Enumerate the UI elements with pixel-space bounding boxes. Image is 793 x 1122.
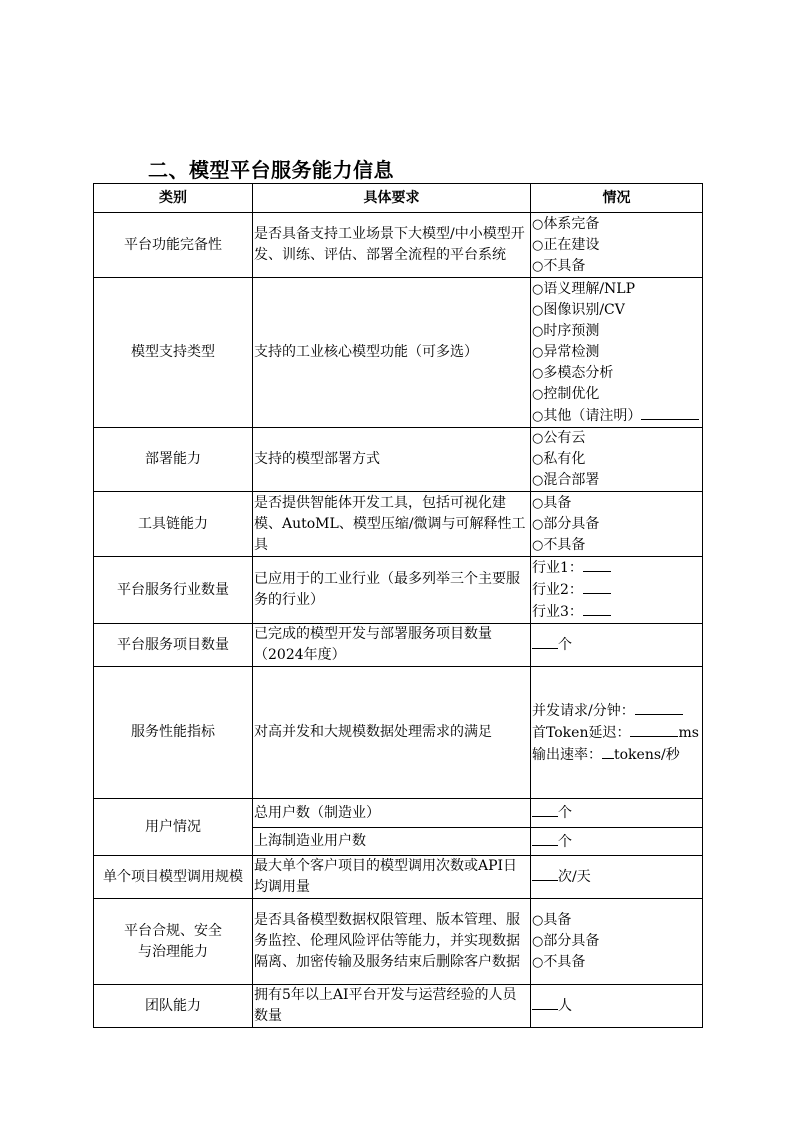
checkbox-option[interactable]: ○其他（请注明）: [532, 405, 701, 427]
radio-circle-icon: ○: [532, 431, 544, 446]
radio-circle-icon: ○: [532, 452, 544, 467]
radio-circle-icon: ○: [532, 495, 544, 511]
industry-blank[interactable]: [583, 557, 611, 572]
checkbox-option[interactable]: ○语义理解/NLP: [532, 280, 636, 297]
table-row: [94, 213, 703, 278]
total-users-blank[interactable]: [532, 802, 558, 817]
industry-field[interactable]: 行业3：: [532, 601, 701, 623]
table-row: [94, 667, 703, 799]
throughput-field[interactable]: 输出速率： tokens/秒: [532, 744, 701, 766]
industry-blank[interactable]: [583, 601, 611, 616]
radio-circle-icon: ○: [532, 408, 544, 424]
requirement-cell: 总用户数（制造业）: [253, 799, 531, 828]
project-count-blank[interactable]: [532, 634, 558, 649]
situation-cell: [531, 899, 703, 985]
situation-cell: 个: [531, 624, 703, 667]
team-count-blank[interactable]: [532, 995, 558, 1010]
concurrency-blank[interactable]: [635, 700, 683, 715]
checkbox-option[interactable]: ○时序预测: [532, 322, 600, 339]
situation-cell: [531, 428, 703, 492]
radio-circle-icon: ○: [532, 237, 544, 253]
requirement-cell: 已应用于的工业行业（最多列举三个主要服务的行业）: [253, 557, 531, 624]
requirement-cell: 支持的工业核心模型功能（可多选）: [253, 278, 531, 428]
situation-cell: 人: [531, 985, 703, 1028]
requirement-cell: 最大单个客户项目的模型调用次数或API日均调用量: [253, 856, 531, 899]
other-blank[interactable]: [641, 405, 699, 420]
table-row: [94, 557, 703, 624]
radio-circle-icon: ○: [532, 386, 544, 402]
radio-circle-icon: ○: [532, 302, 544, 318]
radio-circle-icon: ○: [532, 281, 544, 297]
checkbox-option[interactable]: ○异常检测: [532, 343, 600, 360]
radio-option[interactable]: ○部分具备: [532, 933, 600, 949]
requirement-cell: 是否具备支持工业场景下大模型/中小模型开发、训练、评估、部署全流程的平台系统: [253, 213, 531, 278]
radio-option[interactable]: ○不具备: [532, 257, 586, 274]
table-row: [94, 278, 703, 428]
radio-option[interactable]: ○体系完备: [532, 215, 600, 232]
radio-circle-icon: ○: [532, 323, 544, 339]
category-cell: 平台服务行业数量: [94, 557, 253, 624]
category-cell: 平台功能完备性: [94, 213, 253, 278]
situation-cell: [531, 667, 703, 799]
capability-table: [93, 183, 703, 1028]
category-cell: 部署能力: [94, 428, 253, 492]
requirement-cell: 是否提供智能体开发工具，包括可视化建模、AutoML、模型压缩/微调与可解释性工具: [253, 492, 531, 557]
situation-cell: 次/天: [531, 856, 703, 899]
checkbox-option[interactable]: ○图像识别/CV: [532, 301, 625, 318]
situation-cell: 个: [531, 828, 703, 856]
radio-option[interactable]: ○部分具备: [532, 515, 600, 532]
category-cell: 用户情况: [94, 799, 253, 856]
situation-cell: [531, 278, 703, 428]
industry-field[interactable]: 行业1：: [532, 557, 701, 579]
industry-field[interactable]: 行业2：: [532, 579, 701, 601]
radio-circle-icon: ○: [532, 216, 544, 232]
requirement-cell: 支持的模型部署方式: [253, 428, 531, 492]
header-requirement: 具体要求: [253, 184, 531, 213]
latency-blank[interactable]: [630, 722, 678, 737]
category-cell: 团队能力: [94, 985, 253, 1028]
checkbox-option[interactable]: ○多模态分析: [532, 364, 614, 381]
radio-circle-icon: ○: [532, 365, 544, 381]
requirement-cell: 对高并发和大规模数据处理需求的满足: [253, 667, 531, 799]
category-cell: 工具链能力: [94, 492, 253, 557]
table-row: [94, 492, 703, 557]
table-row: [94, 899, 703, 985]
situation-cell: 个: [531, 799, 703, 828]
radio-option[interactable]: ○不具备: [532, 954, 586, 970]
situation-cell: [531, 557, 703, 624]
table-row: [94, 985, 703, 1028]
latency-field[interactable]: 首Token延迟： ms: [532, 722, 701, 744]
checkbox-option[interactable]: ○私有化: [532, 451, 586, 467]
industry-blank[interactable]: [583, 579, 611, 594]
table-row: [94, 428, 703, 492]
situation-cell: [531, 213, 703, 278]
category-cell: 模型支持类型: [94, 278, 253, 428]
radio-circle-icon: ○: [532, 473, 544, 488]
header-category: 类别: [94, 184, 253, 213]
radio-option[interactable]: ○正在建设: [532, 236, 600, 253]
requirement-cell: 已完成的模型开发与部署服务项目数量（2024年度）: [253, 624, 531, 667]
situation-cell: [531, 492, 703, 557]
table-row: [94, 856, 703, 899]
category-cell: 平台服务项目数量: [94, 624, 253, 667]
shanghai-users-blank[interactable]: [532, 831, 558, 846]
radio-circle-icon: ○: [532, 913, 544, 928]
radio-option[interactable]: ○具备: [532, 912, 572, 928]
radio-option[interactable]: ○不具备: [532, 536, 586, 553]
table-row: [94, 624, 703, 667]
throughput-blank[interactable]: [602, 744, 614, 759]
category-cell: 平台合规、安全 与治理能力: [94, 899, 253, 985]
page-title: 二、模型平台服务能力信息: [148, 158, 394, 182]
radio-circle-icon: ○: [532, 344, 544, 360]
category-cell: 单个项目模型调用规模: [94, 856, 253, 899]
radio-circle-icon: ○: [532, 516, 544, 532]
requirement-cell: 是否具备模型数据权限管理、版本管理、服务监控、伦理风险评估等能力，并实现数据隔离、加密传输及服务结束后删除客户数据: [253, 899, 531, 985]
checkbox-option[interactable]: ○混合部署: [532, 472, 600, 488]
checkbox-option[interactable]: ○控制优化: [532, 385, 600, 402]
radio-option[interactable]: ○具备: [532, 494, 572, 511]
table-header-row: [94, 184, 703, 213]
radio-circle-icon: ○: [532, 955, 544, 970]
concurrency-field[interactable]: 并发请求/分钟：: [532, 700, 701, 722]
checkbox-option[interactable]: ○公有云: [532, 430, 586, 446]
call-count-blank[interactable]: [532, 866, 558, 881]
requirement-cell: 上海制造业用户数: [253, 828, 531, 856]
radio-circle-icon: ○: [532, 537, 544, 553]
radio-circle-icon: ○: [532, 934, 544, 949]
radio-circle-icon: ○: [532, 258, 544, 274]
category-cell: 服务性能指标: [94, 667, 253, 799]
table-row: [94, 799, 703, 828]
requirement-cell: 拥有5年以上AI平台开发与运营经验的人员数量: [253, 985, 531, 1028]
header-situation: 情况: [531, 184, 703, 213]
